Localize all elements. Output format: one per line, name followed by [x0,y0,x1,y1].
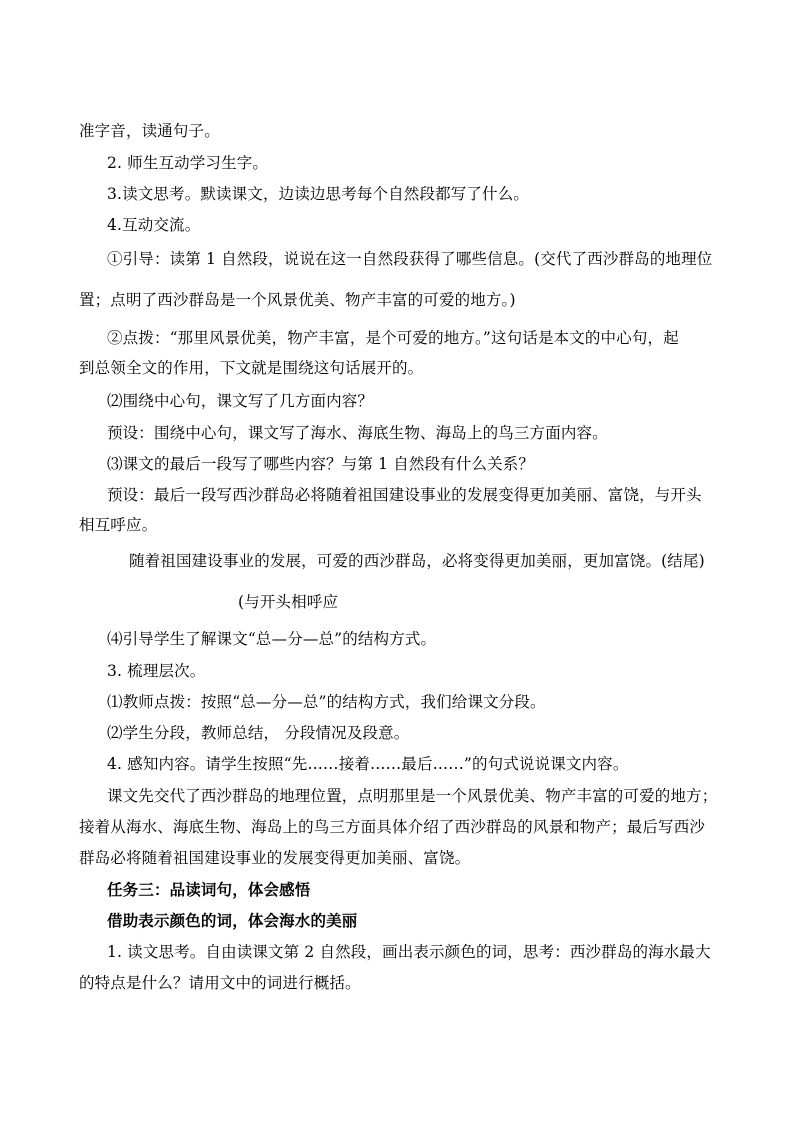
text-line: 3. 梳理层次。 [107,662,206,680]
text-line: 1. 读文思考。自由读课文第 2 自然段，画出表示颜色的词，思考：西沙群岛的海水最大 [107,943,711,961]
text-line: 2. 师生互动学习生字。 [107,154,269,172]
text-line: 课文先交代了西沙群岛的地理位置，点明那里是一个风景优美、物产丰富的可爱的地方； [107,787,718,805]
text-line: 准字音，读通句子。 [79,122,220,140]
text-line: ⑶课文的最后一段写了哪些内容？与第 1 自然段有什么关系？ [107,455,535,473]
text-line: 3.读文思考。默读课文，边读边思考每个自然段都写了什么。 [107,185,529,203]
subsection-heading: 借助表示颜色的词，体会海水的美丽 [107,911,358,930]
text-line: 预设：最后一段写西沙群岛必将随着祖国建设事业的发展变得更加美丽、富饶，与开头 [107,486,702,504]
text-line: ⑴教师点拨：按照“总—分—总”的结构方式，我们给课文分段。 [107,693,546,711]
text-line: 接着从海水、海底生物、海岛上的鸟三方面具体介绍了西沙群岛的风景和物产；最后写西沙 [79,818,706,836]
text-line: 置；点明了西沙群岛是一个风景优美、物产丰富的可爱的地方。) [79,291,516,309]
text-line: 4.互动交流。 [107,216,201,234]
text-line: 随着祖国建设事业的发展，可爱的西沙群岛，必将变得更加美丽，更加富饶。(结尾) [129,552,705,570]
text-line: ②点拨：“那里风景优美，物产丰富，是个可爱的地方。”这句话是本文的中心句，起 [107,329,679,347]
text-line: (与开头相呼应 [238,593,339,611]
text-line: ①引导：读第 1 自然段，说说在这一自然段获得了哪些信息。(交代了西沙群岛的地理位 [107,250,713,268]
text-line: ⑵围绕中心句，课文写了几方面内容？ [107,392,374,410]
text-line: ⑷引导学生了解课文“总—分—总”的结构方式。 [107,630,437,648]
text-line: 的特点是什么？请用文中的词进行概括。 [79,974,361,992]
section-heading: 任务三：品读词句，体会感悟 [107,880,311,899]
text-line: ⑵学生分段，教师总结， 分段情况及段意。 [107,724,410,742]
text-line: 到总领全文的作用，下文就是围绕这句话展开的。 [79,359,424,377]
text-line: 4. 感知内容。请学生按照“先……接着……最后……”的句式说说课文内容。 [107,755,629,773]
text-line: 群岛必将随着祖国建设事业的发展变得更加美丽、富饶。 [79,849,471,867]
text-line: 相互呼应。 [79,516,158,534]
text-line: 预设：围绕中心句，课文写了海水、海底生物、海岛上的鸟三方面内容。 [107,424,608,442]
